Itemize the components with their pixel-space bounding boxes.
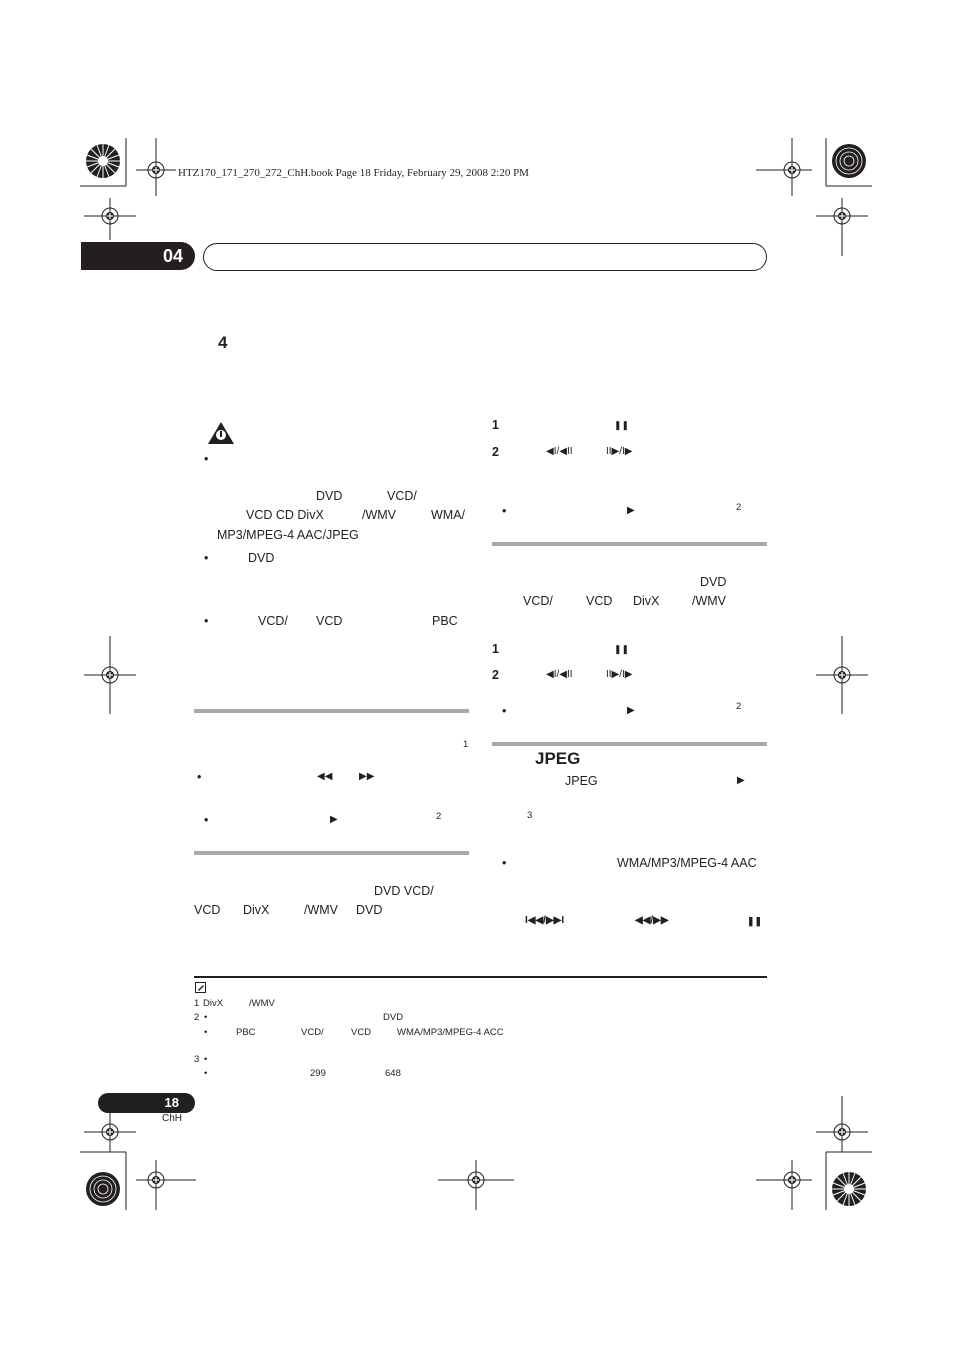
note-text: VCD xyxy=(351,1027,372,1038)
bullet: • xyxy=(204,1012,208,1023)
note-icon xyxy=(195,980,206,998)
slow-reverse-icon: ◀I/◀II xyxy=(546,446,573,457)
step-number: 1 xyxy=(492,642,499,656)
step-number: 2 xyxy=(492,445,499,459)
page-number-tab xyxy=(98,1093,195,1113)
print-header: HTZ170_171_270_272_ChH.book Page 18 Friday, February 29, 2008 2:20 PM xyxy=(178,167,529,179)
text-dvd: DVD xyxy=(700,575,727,589)
section-rule xyxy=(194,851,469,855)
note-text: PBC xyxy=(236,1027,256,1038)
fast-forward-icon: ▶▶ xyxy=(359,771,375,782)
bullet: • xyxy=(502,504,507,518)
slow-forward-icon: II▶/I▶ xyxy=(606,446,633,457)
text-wmv: /WMV xyxy=(304,903,339,917)
step-number: 1 xyxy=(492,418,499,432)
text-pbc: PBC xyxy=(432,614,458,628)
bullet: • xyxy=(204,1027,208,1038)
note-number: 2 xyxy=(194,1012,200,1023)
page-number: 18 xyxy=(164,1095,179,1110)
text-formats-2: MP3/MPEG-4 AAC/JPEG xyxy=(217,528,359,542)
note-text: /WMV xyxy=(249,998,275,1009)
note-text: DivX xyxy=(203,998,224,1009)
bullet: • xyxy=(197,770,202,784)
bullet: • xyxy=(204,452,209,466)
text-wmv: /WMV xyxy=(692,594,727,608)
text-vcd: VCD/ xyxy=(258,614,288,628)
text-vcd: VCD/ xyxy=(387,489,417,503)
text-vcd: VCD xyxy=(194,903,221,917)
section-number: 4 xyxy=(218,333,228,352)
section-rule xyxy=(194,709,469,713)
section-heading-jpeg: JPEG xyxy=(535,749,581,768)
play-icon: ▶ xyxy=(627,505,635,516)
text-dvd: DVD xyxy=(248,551,275,565)
text-divx: DivX xyxy=(633,594,660,608)
chapter-number: 04 xyxy=(162,246,183,266)
text-divx: DivX xyxy=(243,903,270,917)
bullet: • xyxy=(502,856,507,870)
important-icon xyxy=(207,421,235,450)
text-formats: VCD CD DivX xyxy=(246,508,324,522)
pause-icon: ❚❚ xyxy=(614,420,630,430)
step-forward-icon: II▶/I▶ xyxy=(606,669,633,680)
text-vcd: VCD/ xyxy=(523,594,553,608)
text-vcd: VCD xyxy=(586,594,613,608)
note-number: 1 xyxy=(194,998,200,1009)
bullet: • xyxy=(204,1068,208,1079)
skip-icon: I◀◀/▶▶I xyxy=(525,915,565,926)
bullet: • xyxy=(502,704,507,718)
text-wmv: /WMV xyxy=(362,508,397,522)
play-icon: ▶ xyxy=(627,705,635,716)
step-reverse-icon: ◀I/◀II xyxy=(546,669,573,680)
section-rule xyxy=(492,742,767,746)
note-text: DVD xyxy=(383,1012,404,1023)
bullet: • xyxy=(204,813,209,827)
footnote-ref: 2 xyxy=(736,502,742,513)
note-text: WMA/MP3/MPEG-4 ACC xyxy=(397,1027,504,1038)
note-text: 648 xyxy=(385,1068,401,1079)
text-dvd-vcd: DVD VCD/ xyxy=(374,884,434,898)
text-wma: WMA/ xyxy=(431,508,466,522)
bullet: • xyxy=(204,1054,208,1065)
notes-rule xyxy=(194,976,767,978)
scan-icon: ◀◀/▶▶ xyxy=(635,915,669,926)
pause-icon: ❚❚ xyxy=(614,644,630,654)
footnote-ref: 2 xyxy=(436,811,442,822)
step-number: 2 xyxy=(492,668,499,682)
note-text: 299 xyxy=(310,1068,326,1079)
text-dvd: DVD xyxy=(356,903,383,917)
bullet: • xyxy=(204,614,209,628)
footnote-ref: 3 xyxy=(527,810,533,821)
text-formats: WMA/MP3/MPEG-4 AAC xyxy=(617,856,757,870)
text-jpeg: JPEG xyxy=(565,774,598,788)
play-icon: ▶ xyxy=(737,775,745,786)
chapter-tab xyxy=(81,242,195,270)
note-text: VCD/ xyxy=(301,1027,324,1038)
play-icon: ▶ xyxy=(330,814,338,825)
language-code: ChH xyxy=(162,1113,183,1124)
footnote-ref: 2 xyxy=(736,701,742,712)
text-vcd: VCD xyxy=(316,614,343,628)
note-number: 3 xyxy=(194,1054,200,1065)
bullet: • xyxy=(204,551,209,565)
rewind-icon: ◀◀ xyxy=(317,771,333,782)
text-dvd: DVD xyxy=(316,489,343,503)
footnote-ref: 1 xyxy=(463,739,469,750)
pause-icon: ❚❚ xyxy=(747,916,763,926)
section-rule xyxy=(492,542,767,546)
chapter-title-box xyxy=(203,243,767,271)
